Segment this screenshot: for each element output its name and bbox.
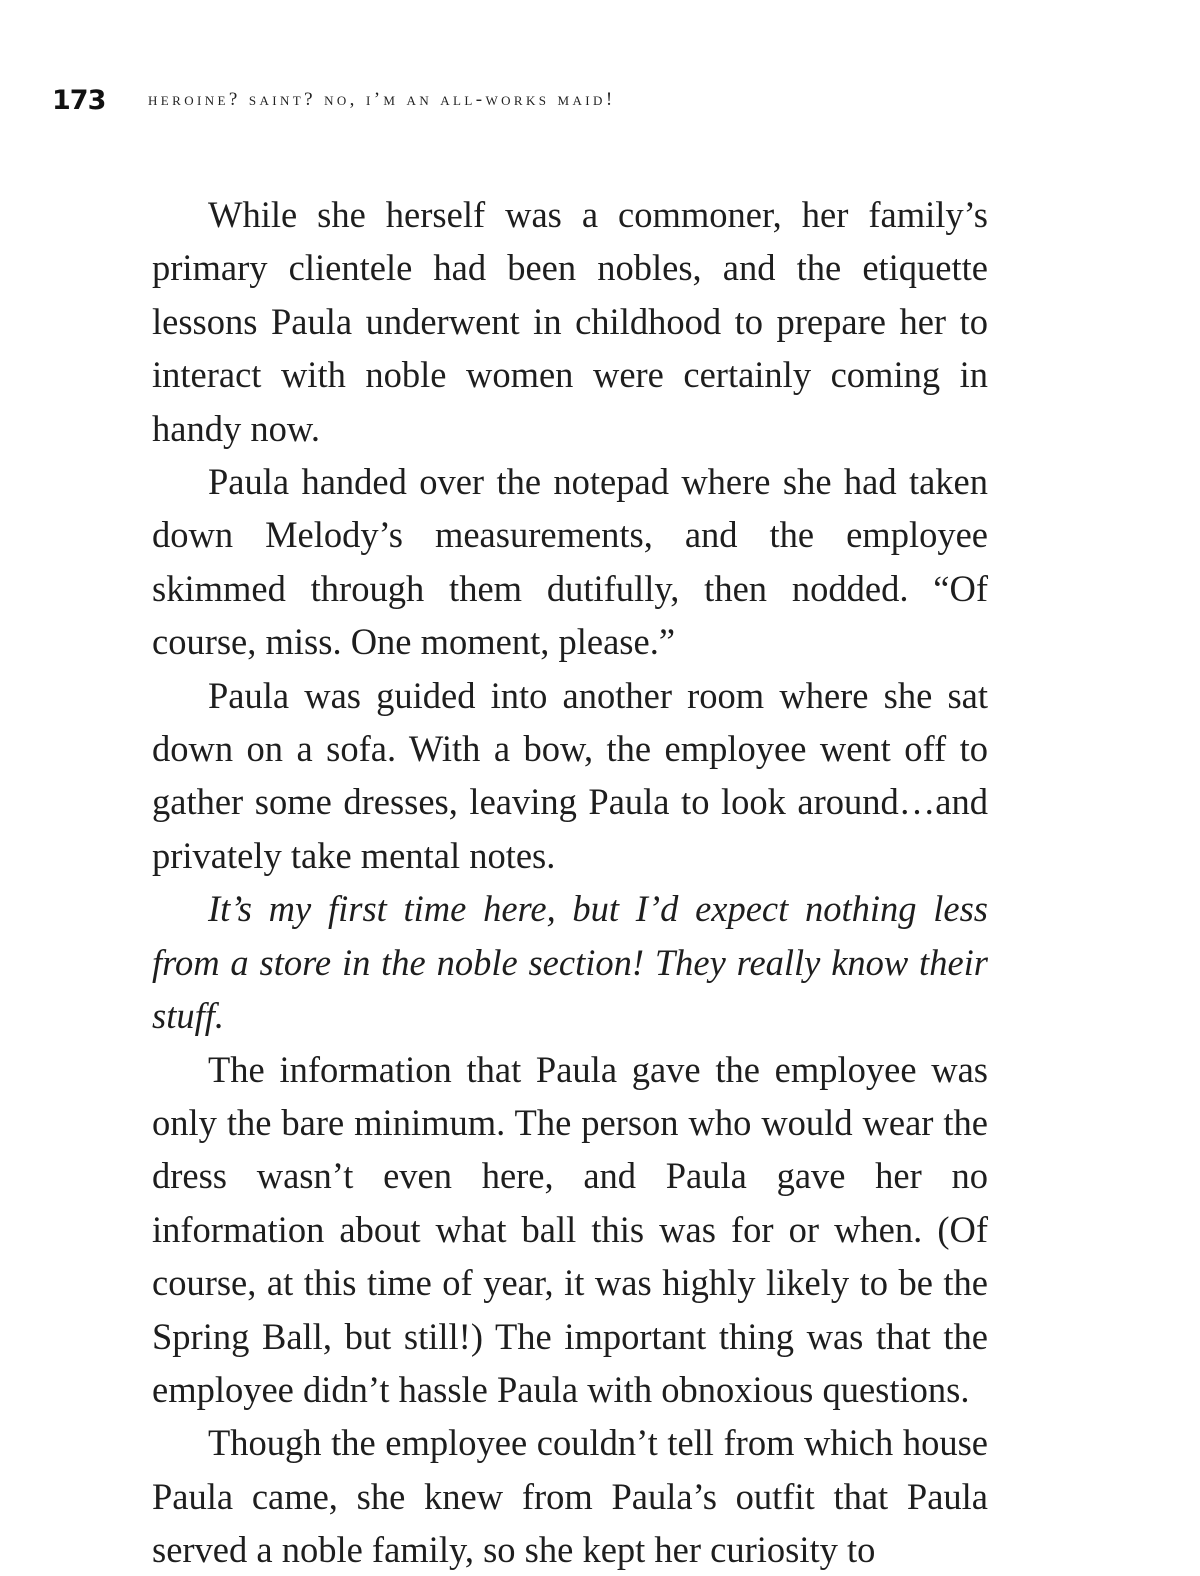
italic-thought-paragraph: It’s my first time here, but I’d expect nothing less from a store in the noble section! They really know their stuff. — [152, 888, 988, 1037]
page-number: 173 — [52, 84, 106, 116]
paragraph: The information that Paula gave the employee was only the bare minimum. The person who would wear the dress wasn’t even here, and Paula gave her no information about what ball this was for or when. (Of course, at this time of year, it was highly likely to be the Spring Ball, but still!) The important thing was that the employee didn’t hassle Paula with obnoxious questions. — [152, 1048, 988, 1410]
paragraph: Paula was guided into another room where she sat down on a sofa. With a bow, the employee went off to gather some dresses, leaving Paula to look around…and privately take mental notes. — [152, 674, 988, 876]
paragraph: While she herself was a commoner, her family’s primary clientele had been nobles, and the etiquette lessons Paula underwent in childhood to prepare her to interact with noble women were certainly coming in handy now. — [152, 194, 988, 449]
paragraph: Paula handed over the notepad where she had taken down Melody’s measurements, and the employee skimmed through them dutifully, then nodded. “Of course, miss. One moment, please.” — [152, 461, 988, 663]
running-header — [52, 80, 616, 120]
paragraph-continued: Though the employee couldn’t tell from which house Paula came, she knew from Paula’s outfit that Paula served a noble family, so she kept her curiosity to — [152, 1422, 988, 1571]
running-title: heroine? saint? no, i’m an all-works maid! — [148, 89, 616, 110]
body-text — [152, 188, 988, 1576]
